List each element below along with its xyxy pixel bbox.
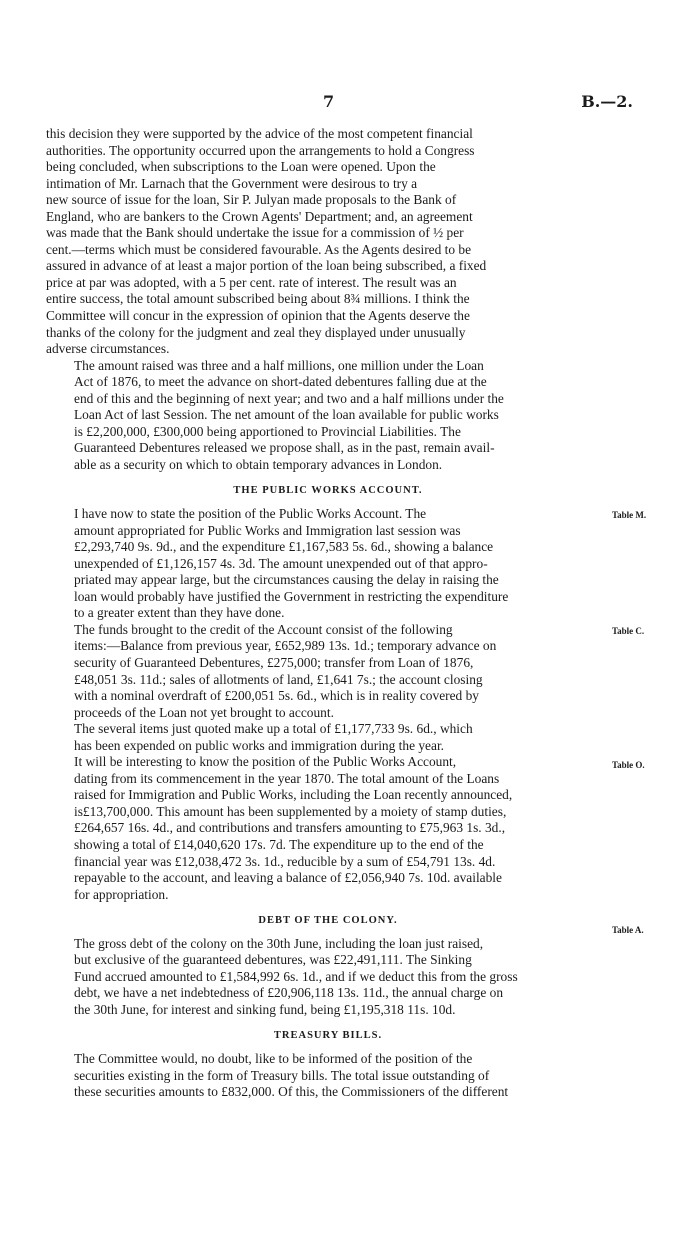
text-line: items:—Balance from previous year, £652,989 13s. 1d.; temporary advance on — [74, 638, 497, 654]
text-line: financial year was £12,038,472 3s. 1d., reducible by a sum of £54,791 13s. 4d. — [74, 853, 496, 869]
margin-note-table-a: Table A. — [612, 925, 644, 935]
margin-note-table-c: Table C. — [612, 626, 645, 636]
text-line: dating from its commencement in the year 1870. The total amount of the Loans — [74, 770, 500, 786]
text-line: I have now to state the position of the Public Works Account. The — [74, 506, 427, 522]
text-line: with a nominal overdraft of £200,051 5s. 6d., which is in reality covered by — [74, 688, 479, 704]
text-line: being concluded, when subscriptions to the Loan were opened. Upon the — [46, 159, 436, 175]
text-line: It will be interesting to know the position of the Public Works Account, — [74, 754, 457, 770]
text-line: was made that the Bank should undertake the issue for a commission of ½ per — [46, 225, 464, 241]
text-line: amount appropriated for Public Works and Immigration last session was — [74, 522, 461, 538]
text-line: the 30th June, for interest and sinking fund, being £1,195,318 11s. 10d. — [74, 1001, 456, 1017]
paragraph-treasury-bills — [46, 1051, 610, 1101]
margin-note-table-m: Table M. — [612, 510, 647, 520]
text-line: The amount raised was three and a half millions, one million under the Loan — [74, 357, 484, 373]
text-line: thanks of the colony for the judgment and zeal they displayed under unusually — [46, 324, 466, 340]
text-line: Act of 1876, to meet the advance on short-dated debentures falling due at the — [74, 374, 487, 390]
text-line: has been expended on public works and immigration during the year. — [74, 737, 445, 753]
section-heading-public-works: THE PUBLIC WORKS ACCOUNT. — [233, 485, 423, 497]
text-line: for appropriation. — [74, 886, 169, 902]
text-line: Fund accrued amounted to £1,584,992 6s. 1d., and if we deduct this from the gross — [74, 968, 518, 984]
text-line: unexpended of £1,126,157 4s. 3d. The amount unexpended out of that appro- — [74, 555, 488, 571]
margin-note-table-o: Table O. — [612, 760, 645, 770]
paragraph-loan-decision — [46, 126, 610, 358]
text-line: loan would probably have justified the Government in restricting the expenditure — [74, 588, 509, 604]
text-line: The Committee would, no doubt, like to be informed of the position of the — [74, 1050, 473, 1066]
page-number: 7 — [323, 92, 335, 111]
text-line: showing a total of £14,040,620 17s. 7d. The expenditure up to the end of the — [74, 836, 484, 852]
text-line: these securities amounts to £832,000. Of this, the Commissioners of the different — [74, 1084, 509, 1100]
text-line: £48,051 3s. 11d.; sales of allotments of land, £1,641 7s.; the account closing — [74, 671, 483, 687]
text-line: able as a security on which to obtain temporary advances in London. — [74, 456, 443, 472]
text-line: entire success, the total amount subscribed being about 8¾ millions. I think the — [46, 291, 470, 307]
text-line: price at par was adopted, with a 5 per cent. rate of interest. The result was an — [46, 274, 457, 290]
text-line: to a greater extent than they have done. — [74, 605, 285, 621]
text-line: end of this and the beginning of next year; and two and a half millions under the — [74, 390, 504, 406]
text-line: Committee will concur in the expression of opinion that the Agents deserve the — [46, 308, 470, 324]
text-line: repayable to the account, and leaving a balance of £2,056,940 7s. 10d. available — [74, 870, 502, 886]
text-line: Loan Act of last Session. The net amount of the loan available for public works — [74, 407, 499, 423]
section-heading-debt: DEBT OF THE COLONY. — [258, 915, 398, 927]
document-reference: B.—2. — [581, 92, 633, 111]
text-line: is£13,700,000. This amount has been supplemented by a moiety of stamp duties, — [74, 803, 507, 819]
text-line: assured in advance of at least a major portion of the loan being subscribed, a fixed — [46, 258, 487, 274]
text-line: England, who are bankers to the Crown Agents' Department; and, an agreement — [46, 208, 473, 224]
text-line: The gross debt of the colony on the 30th June, including the loan just raised, — [74, 935, 484, 951]
text-line: this decision they were supported by the advice of the most competent financial — [46, 126, 473, 141]
text-line: The several items just quoted make up a total of £1,177,733 9s. 6d., which — [74, 721, 473, 737]
text-line: The funds brought to the credit of the Account consist of the following — [74, 621, 453, 637]
document-body — [46, 126, 610, 1101]
text-line: cent.—terms which must be considered favourable. As the Agents desired to be — [46, 241, 472, 257]
text-line: intimation of Mr. Larnach that the Government were desirous to try a — [46, 175, 418, 191]
text-line: £264,657 16s. 4d., and contributions and transfers amounting to £75,963 1s. 3d., — [74, 820, 506, 836]
text-line: is £2,200,000, £300,000 being apportioned to Provincial Liabilities. The — [74, 423, 461, 439]
page-header — [0, 92, 700, 112]
text-line: security of Guaranteed Debentures, £275,000; transfer from Loan of 1876, — [74, 654, 474, 670]
text-line: proceeds of the Loan not yet brought to account. — [74, 704, 334, 720]
paragraph-gross-debt — [46, 936, 610, 1019]
paragraph-amount-raised — [46, 358, 610, 474]
paragraph-public-works-position — [46, 506, 610, 622]
text-line: priated may appear large, but the circumstances causing the delay in raising the — [74, 572, 499, 588]
paragraph-items-total — [46, 721, 610, 754]
text-line: raised for Immigration and Public Works, including the Loan recently announced, — [74, 787, 513, 803]
text-line: adverse circumstances. — [46, 341, 170, 357]
text-line: Guaranteed Debentures released we propose shall, as in the past, remain avail- — [74, 440, 495, 456]
text-line: £2,293,740 9s. 9d., and the expenditure £1,167,583 5s. 6d., showing a balance — [74, 539, 494, 555]
text-line: authorities. The opportunity occurred upon the arrangements to hold a Congress — [46, 142, 475, 158]
text-line: but exclusive of the guaranteed debentures, was £22,491,111. The Sinking — [74, 952, 472, 968]
section-heading-treasury-bills: TREASURY BILLS. — [273, 1030, 383, 1042]
text-line: securities existing in the form of Treasury bills. The total issue outstanding of — [74, 1067, 490, 1083]
text-line: new source of issue for the loan, Sir P. Julyan made proposals to the Bank of — [46, 192, 457, 208]
paragraph-funds-brought — [46, 622, 610, 721]
paragraph-account-history — [46, 754, 610, 903]
text-line: debt, we have a net indebtedness of £20,906,118 13s. 11d., the annual charge on — [74, 985, 504, 1001]
